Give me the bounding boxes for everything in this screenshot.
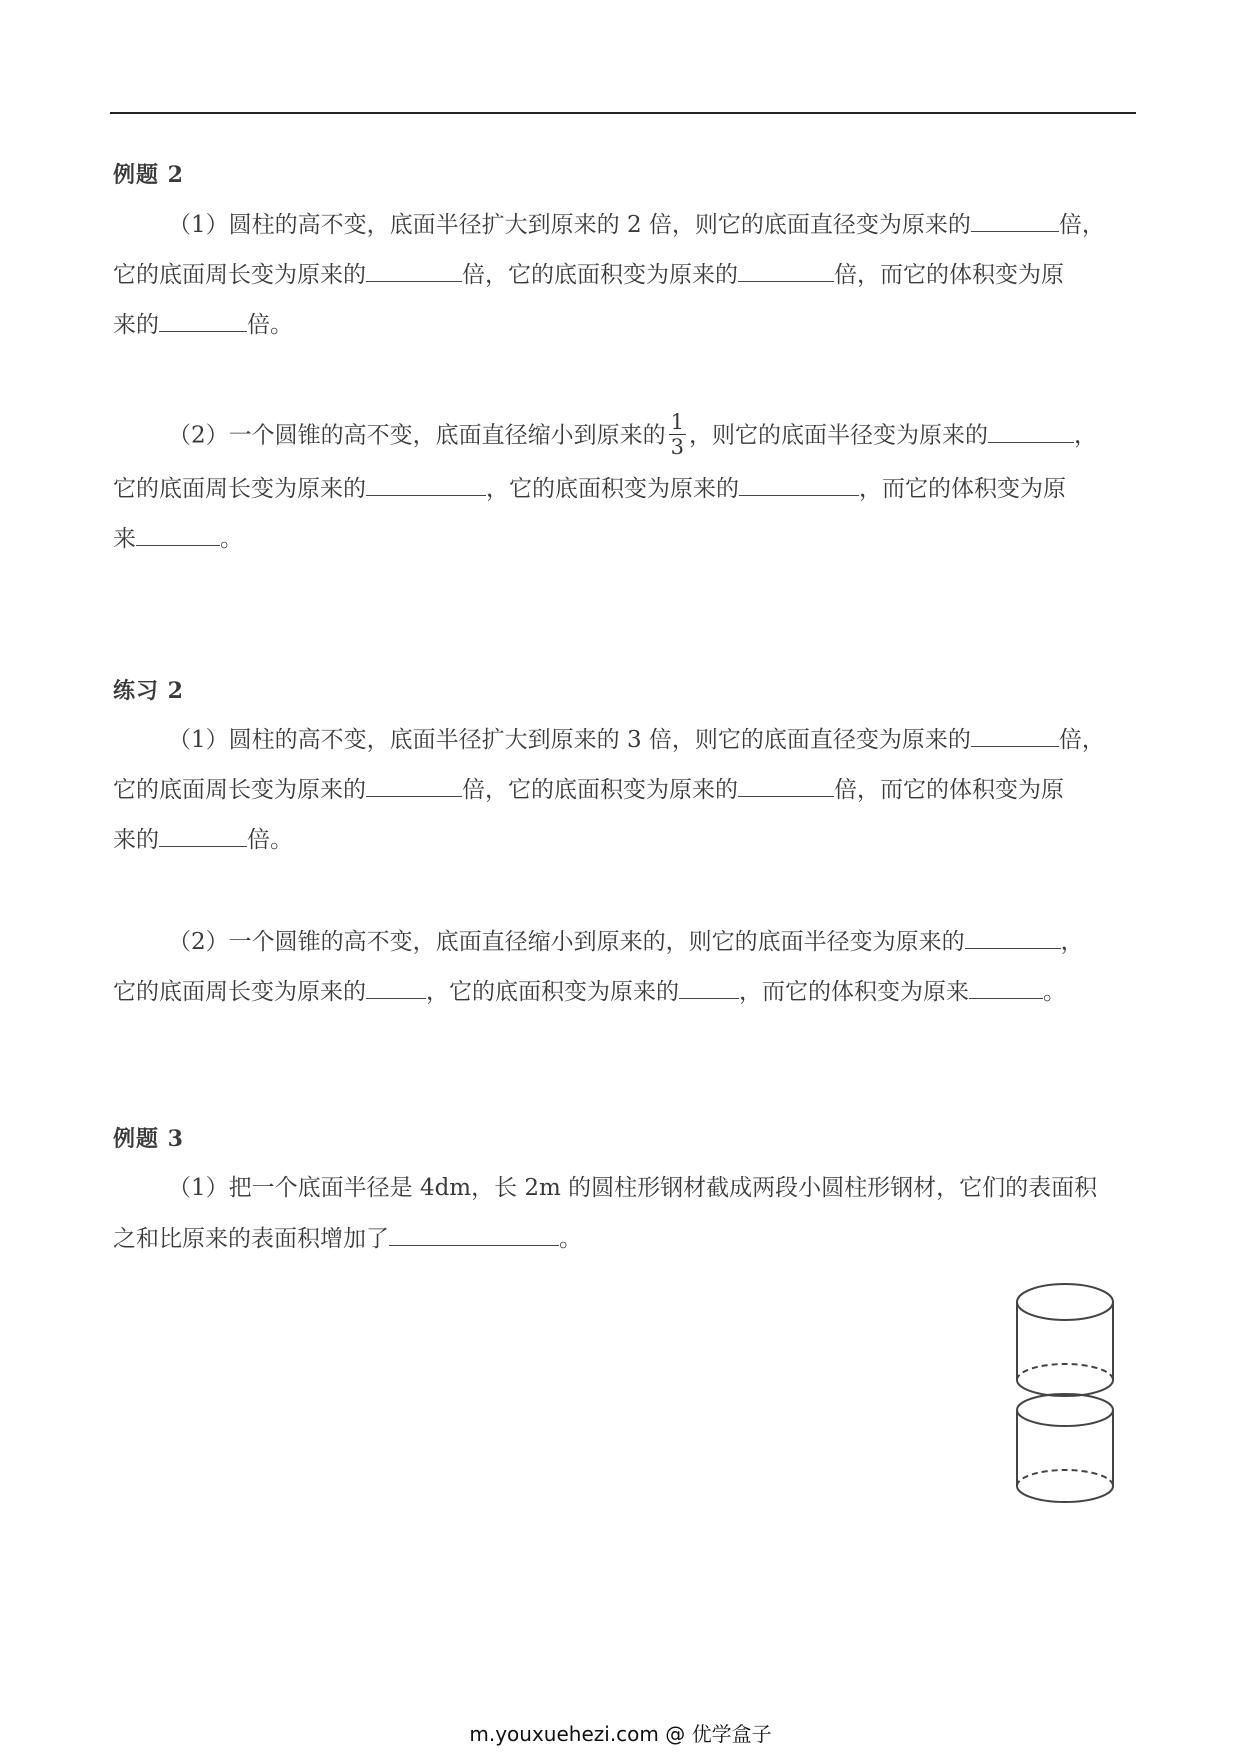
example3-title: 例题 3	[113, 1126, 184, 1152]
footer-watermark: m.youxuehezi.com @ 优学盒子	[469, 1722, 772, 1746]
answer-blank[interactable]	[159, 824, 247, 847]
answer-blank[interactable]	[739, 473, 859, 496]
practice2-p2-line2: 它的底面周长变为原来的 ，它的底面积变为原来的 ，而它的体积变为原来 。	[113, 976, 1066, 1007]
example2-p2-line2: 它的底面周长变为原来的 ，它的底面积变为原来的 ，而它的体积变为原	[113, 473, 1066, 504]
answer-blank[interactable]	[366, 774, 462, 797]
practice2-p1-line3: 来的 倍。	[113, 824, 293, 855]
practice2-p1-line2: 它的底面周长变为原来的 倍，它的底面积变为原来的 倍，而它的体积变为原	[113, 774, 1064, 805]
cylinder2-bottom-front	[1017, 1486, 1113, 1502]
answer-blank[interactable]	[366, 473, 486, 496]
fraction-one-third: $\frac{1}{3}$	[670, 410, 685, 459]
answer-blank[interactable]	[969, 976, 1043, 999]
example2-p1-line3: 来的 倍。	[113, 309, 293, 340]
answer-blank[interactable]	[389, 1223, 559, 1246]
answer-blank[interactable]	[738, 259, 834, 282]
answer-blank[interactable]	[679, 976, 739, 999]
cylinder2-bottom-back	[1017, 1470, 1113, 1486]
example2-p2-line1: （2）一个圆锥的高不变，底面直径缩小到原来的 $\frac{1}{3}$ ，则它的底面半径变为原来的 ，	[168, 410, 1098, 459]
cylinder-top-ellipse	[1017, 1284, 1113, 1320]
answer-blank[interactable]	[988, 420, 1074, 443]
practice2-title: 练习 2	[113, 678, 184, 704]
answer-blank[interactable]	[366, 976, 426, 999]
example2-p1-line1: （1）圆柱的高不变，底面半径扩大到原来的 2 倍，则它的底面直径变为原来的 倍，	[168, 209, 1105, 240]
two-cylinders-icon	[1010, 1280, 1120, 1514]
cylinder2-top-ellipse	[1017, 1394, 1113, 1426]
answer-blank[interactable]	[366, 259, 462, 282]
cylinder-bottom-back	[1017, 1364, 1113, 1380]
example2-p1-line2: 它的底面周长变为原来的 倍，它的底面积变为原来的 倍，而它的体积变为原	[113, 259, 1064, 290]
answer-blank[interactable]	[159, 309, 247, 332]
practice2-p2-line1: （2）一个圆锥的高不变，底面直径缩小到原来的，则它的底面半径变为原来的 ，	[168, 926, 1084, 957]
example2-title: 例题 2	[113, 162, 184, 188]
answer-blank[interactable]	[971, 724, 1059, 747]
answer-blank[interactable]	[738, 774, 834, 797]
example3-p1-line2: 之和比原来的表面积增加了 。	[113, 1223, 582, 1254]
practice2-p1-line1: （1）圆柱的高不变，底面半径扩大到原来的 3 倍，则它的底面直径变为原来的 倍，	[168, 724, 1105, 755]
answer-blank[interactable]	[971, 209, 1059, 232]
example3-p1-line1: （1）把一个底面半径是 4dm，长 2m 的圆柱形钢材截成两段小圆柱形钢材，它们的表面积	[168, 1175, 1098, 1201]
top-rule	[110, 112, 1136, 114]
answer-blank[interactable]	[965, 926, 1061, 949]
example2-p2-line3: 来 。	[113, 523, 243, 554]
answer-blank[interactable]	[136, 523, 220, 546]
